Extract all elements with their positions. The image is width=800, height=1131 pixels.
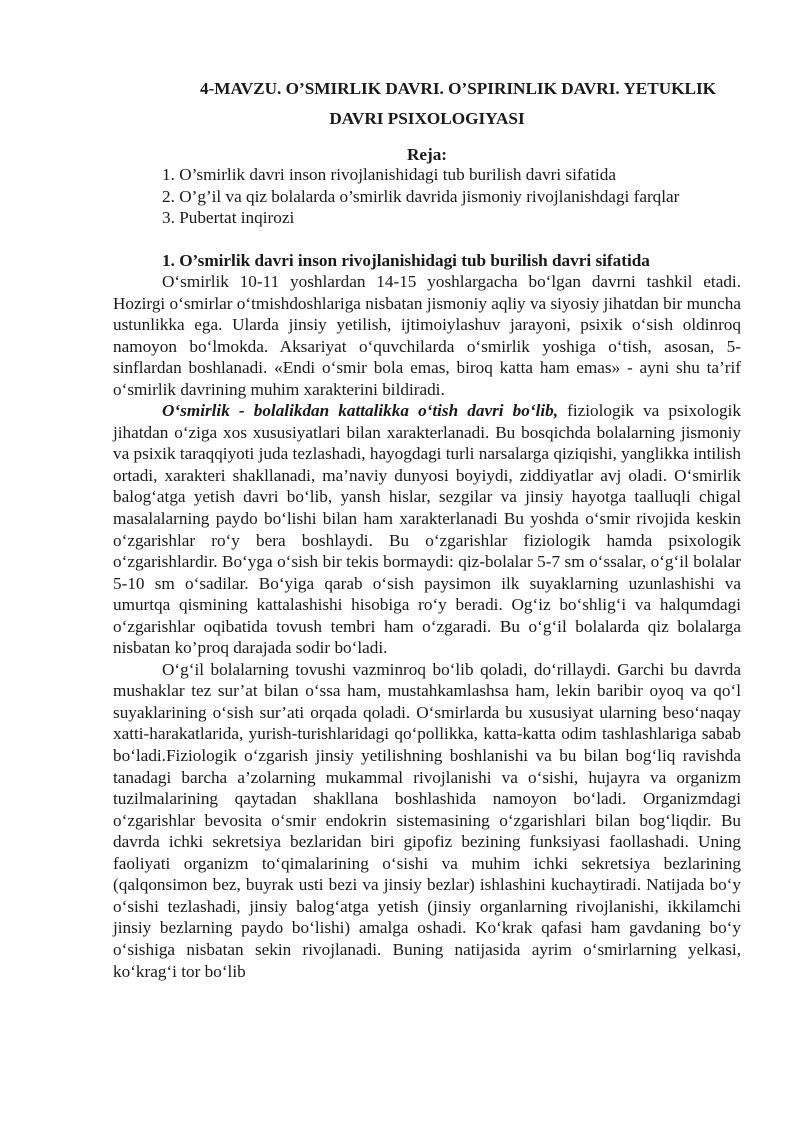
- paragraph-2: [113, 400, 741, 659]
- plan-heading: Reja:: [406, 145, 448, 164]
- body-text: [113, 271, 741, 982]
- paragraph-2-lead: O‘smirlik - bolalikdan kattalikka o‘tish davri bo‘lib,: [162, 401, 559, 421]
- section-heading: 1. O’smirlik davri inson rivojlanishidagi tub burilish davri sifatida: [162, 251, 650, 270]
- plan-item: 2. O’g’il va qiz bolalarda o’smirlik davrida jismoniy rivojlanishdagi farqlar: [162, 186, 680, 206]
- document-title-line-2: DAVRI PSIXOLOGIYASI: [329, 109, 525, 128]
- plan-list: [162, 164, 679, 229]
- document-title-line-1: 4-MAVZU. O’SMIRLIK DAVRI. O’SPIRINLIK DAVRI. YETUKLIK: [199, 79, 716, 98]
- plan-item: 3. Pubertat inqirozi: [162, 208, 295, 228]
- paragraph-3: O‘g‘il bolalarning tovushi vazminroq bo‘lib qoladi, do‘rillaydi. Garchi bu davrda mushaklar tez sur’at bilan o‘ssa ham, mustahkamlashsa ham, lekin baribir oyoq va qo‘l suyaklarining o‘sish sur’ati orqada qoladi. O‘smirlarda bu xususiyat ularning beso‘naqay xatti-harakatlarida, yurish-turishlaridagi qo‘pollikka, katta-katta odim tashlashlariga sabab bo‘ladi.Fiziologik o‘zgarish jinsiy yetilishning boshlanishi va bu bilan bog‘liq ravishda tanadagi barcha a’zolarning mukammal rivojlanishi va o‘sishi, hujayra va organizm tuzilmalarining qaytadan shakllana boshlashida namoyon bo‘ladi. Organizmdagi o‘zgarishlar bevosita o‘smir endokrin sistemasining o‘zgarishlari bilan bog‘liqdir. Bu davrda ichki sekretsiya bezlaridan biri gipofiz bezining funksiyasi faollashadi. Uning faoliyati organizm to‘qimalarining o‘sishi va muhim ichki sekretsiya bezlarining (qalqonsimon bez, buyrak usti bezi va jinsiy bezlar) ishlashini kuchaytiradi. Natijada bo‘y o‘sishi tezlashadi, jinsiy balog‘atga yetish (jinsiy organlarning rivojlanishi, ikkilamchi jinsiy bezlarning paydo bo‘lishi) amalga oshadi. Ko‘krak qafasi ham gavdaning bo‘y o‘sishiga nisbatan sekin rivojlanadi. Buning natijasida ayrim o‘smirlarning yelkasi, ko‘krag‘i tor bo‘lib: [113, 659, 741, 981]
- plan-item: 1. O’smirlik davri inson rivojlanishidagi tub burilish davri sifatida: [162, 165, 616, 184]
- paragraph-2-rest: fiziologik va psixologik jihatdan o‘ziga xos xususiyatlari bilan xarakterlanadi. Bu bosqichda bolalarning jismoniy va psixik taraqqiyoti juda tezlashadi, hayogdagi turli narsalarga qiziqishi, yanglikka intilish ortadi, xarakteri shakllanadi, ma’naviy dunyosi boyiydi, ziddiyatlar avj oladi. O‘smirlik balog‘atga yetish davri bo‘lib, yansh hislar, sezgilar va jinsiy hayotga taalluqli chigal masalalarning paydo bo‘lishi bilan ham xarakterlanadi Bu yoshda o‘smir rivojida keskin o‘zgarishlar ro‘y bera boshlaydi. Bu o‘zgarishlar fiziologik hamda psixologik o‘zgarishlardir. Bo‘yga o‘sish bir tekis bormaydi: qiz-bolalar 5-7 sm o‘ssalar, o‘g‘il bolalar 5-10 sm o‘sadilar. Bo‘yiga qarab o‘sish paysimon ilk suyaklarning uzunlashishi va umurtqa qismining kattalashishi hisobiga ro‘y beradi. Og‘iz bo‘shlig‘i va halqumdagi o‘zgarishlar oqibatida tovush tembri ham o‘zgaradi. Bu o‘g‘il bolalarda qiz bolalarga nisbatan ko’proq darajada sodir bo‘ladi.: [113, 401, 741, 658]
- paragraph-1: O‘smirlik 10-11 yoshlardan 14-15 yoshlargacha bo‘lgan davrni tashkil etadi. Hozirgi o‘smirlar o‘tmishdoshlariga nisbatan jismoniy aqliy va siyosiy jihatdan bir muncha ustunlikka ega. Ularda jinsiy yetilish, ijtimoiylashuv jarayoni, psixik o‘sish oldinroq namoyon bo‘lmokda. Aksariyat o‘quvchilarda o‘smirlik yoshiga o‘tish, asosan, 5-sinflardan boshlanadi. «Endi o‘smir bola emas, biroq katta ham emas» - ayni shu ta’rif o‘smirlik davrining muhim xarakterini bildiradi.: [113, 272, 741, 399]
